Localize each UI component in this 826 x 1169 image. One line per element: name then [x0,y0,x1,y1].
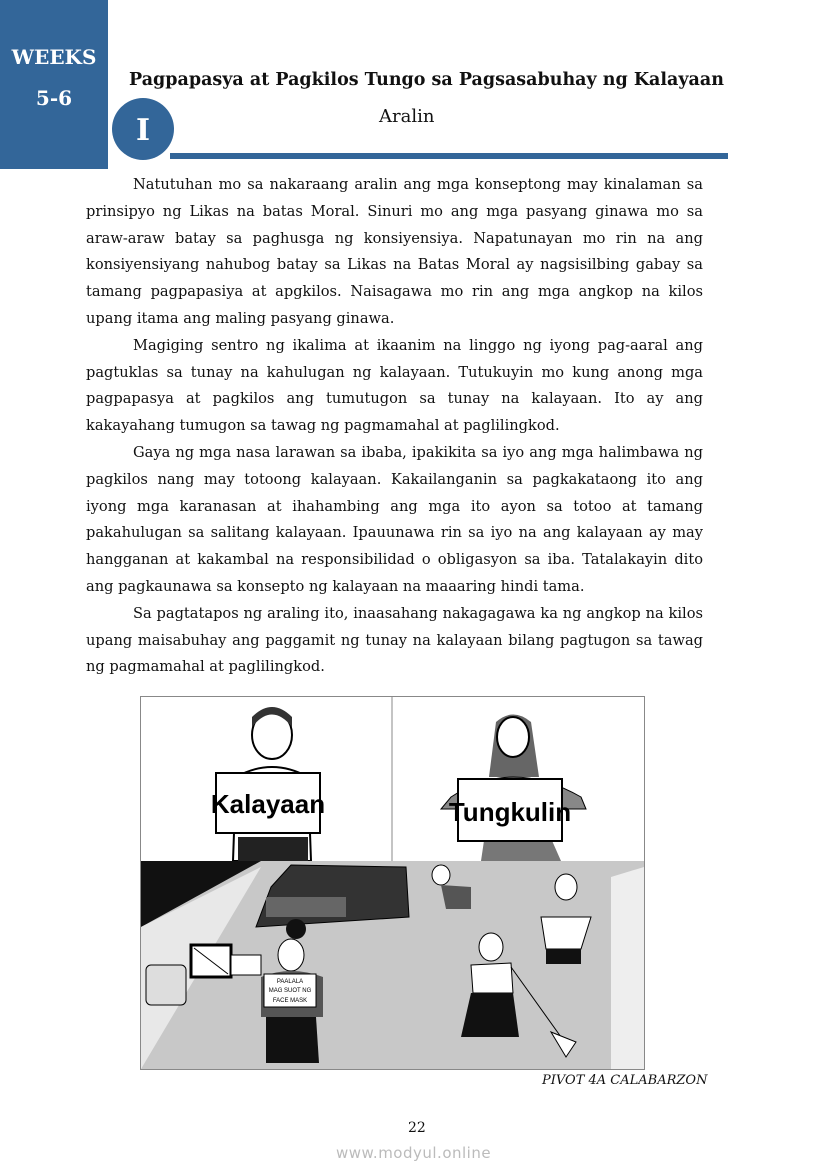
illustration [140,696,645,1070]
header-rule [170,153,728,159]
sign-tungkulin: Tungkulin [448,797,572,827]
paragraph: Sa pagtatapos ng araling ito, inaasahang nakagagawa ka ng angkop na kilos upang maisabuhay ang paggamit ng tunay na kalayaan bilang pagtugon sa tawag ng pagmamahal at paglilingkod. [86,604,703,676]
mask-sign-line: FACE MASK [272,998,308,1004]
weeks-range: 5-6 [35,86,73,110]
paragraph: Natutuhan mo sa nakaraang aralin ang mga konseptong may kinalaman sa prinsipyo ng Likas na batas Moral. Sinuri mo ang mga pasyang ginawa mo sa araw-araw batay sa paghusga ng konsiyensiya. Napatunayan mo rin na ang konsiyensiyang nahubog batay sa Likas na Batas Moral ay nagsisilbing gabay sa tamang pagpapasiya at apgkilos. Naisagawa mo rin ang mga angkop na kilos upang itama ang maling pasyang ginawa. [86,176,703,327]
mask-sign-line: PAALALA [276,979,304,985]
section-letter-badge: I [112,98,174,160]
page-number: 22 [408,1120,426,1136]
image-credit: PIVOT 4A CALABARZON [542,1073,708,1088]
mask-sign-line: MAG SUOT NG [268,988,312,994]
sign-kalayaan: Kalayaan [210,789,326,819]
weeks-label: WEEKS [11,45,97,69]
weeks-badge [0,0,108,169]
section-name: Aralin [379,106,435,127]
figure-tungkulin [441,715,586,862]
body-text [86,172,703,681]
paragraph: Magiging sentro ng ikalima at ikaanim na linggo ng iyong pag-aaral ang pagtuklas sa tunay na kahulugan ng kalayaan. Tutukuyin mo kung anong mga pagpapasya at pagkilos ang tumutugon sa tunay na kalayaan. Ito ay ang kakayahang tumugon sa tawag ng pagmamahal at paglilingkod. [86,336,703,435]
watermark: www.modyul.online [336,1144,492,1162]
figure-kalayaan [211,707,325,861]
lesson-title: Pagpapasya at Pagkilos Tungo sa Pagsasabuhay ng Kalayaan [129,70,724,90]
paragraph: Gaya ng mga nasa larawan sa ibaba, ipakikita sa iyo ang mga halimbawa ng pagkilos nang may totoong kalayaan. Kakailanganin sa pagkakataong ito ang iyong mga karanasan at ihahambing ang mga ito ayon sa totoo at tamang pakahulugan sa salitang kalayaan. Ipauunawa rin sa iyo na ang kalayaan ay may hangganan at kakambal na responsibilidad o obligasyon sa iba. Tatalakayin dito ang pagkaunawa sa konsepto ng kalayaan na maaaring hindi tama. [86,443,703,595]
